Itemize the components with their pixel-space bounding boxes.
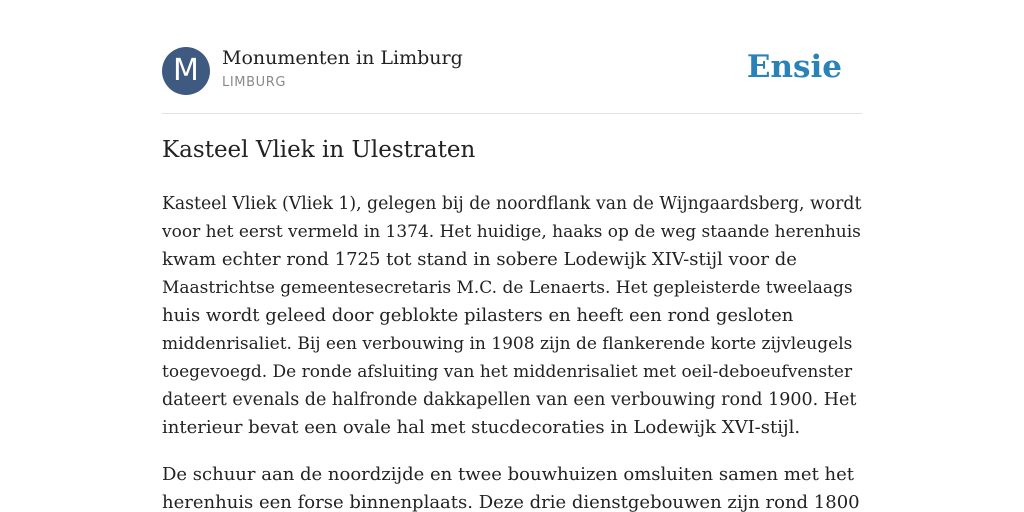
article-title: Kasteel Vliek in Ulestraten [162,137,476,163]
text-line: voor het eerst vermeld in 1374. Het huidige, haaks op de weg staande herenhuis [162,222,861,242]
text-line: middenrisaliet. Bij een verbouwing in 1908 zijn de flankerende korte zijvleugels [162,334,853,354]
brand-logo[interactable]: Ensie [746,49,842,85]
text-line: Kasteel Vliek (Vliek 1), gelegen bij de noordflank van de Wijngaardsberg, wordt [162,194,862,214]
avatar[interactable]: M [162,47,210,95]
paragraph [162,461,862,512]
paragraph [162,190,862,442]
text-line: interieur bevat een ovale hal met stucdecoraties in Lodewijk XVI-stijl. [162,417,801,438]
text-line: huis wordt geleed door geblokte pilasters en heeft een rond gesloten [162,305,794,326]
text-line: herenhuis een forse binnenplaats. Deze drie dienstgebouwen zijn rond 1800 [162,492,860,512]
paragraph-gap [162,442,862,461]
text-line: dateert evenals de halfronde dakkapellen van een verbouwing rond 1900. Het [162,390,857,410]
text-line: kwam echter rond 1725 tot stand in sobere Lodewijk XIV-stijl voor de [162,249,797,270]
category-subtitle[interactable]: LIMBURG [222,75,287,90]
article-body [162,190,862,512]
text-line: Maastrichtse gemeentesecretaris M.C. de Lenaerts. Het gepleisterde tweelaags [162,278,853,298]
text-line: De schuur aan de noordzijde en twee bouwhuizen omsluiten samen met het [162,464,855,485]
header-divider [162,113,862,114]
header [162,47,862,95]
text-line: toegevoegd. De ronde afsluiting van het middenrisaliet met oeil-deboeufvenster [162,362,853,382]
category-title[interactable]: Monumenten in Limburg [222,47,463,69]
